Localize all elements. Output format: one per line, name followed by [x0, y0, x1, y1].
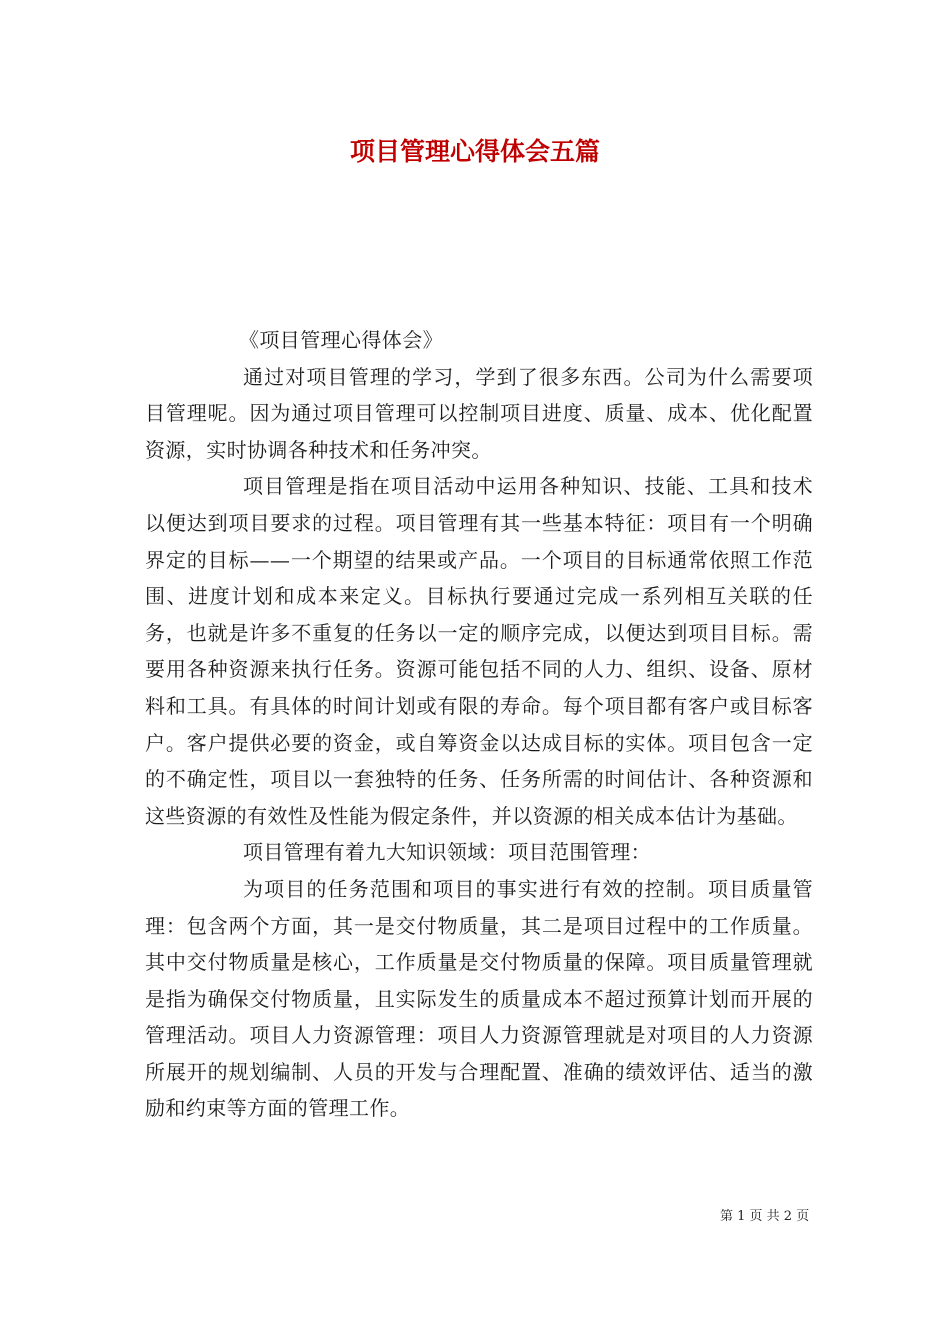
paragraph-4: 为项目的任务范围和项目的事实进行有效的控制。项目质量管理：包含两个方面，其一是交付物质量，其二是项目过程中的工作质量。其中交付物质量是核心，工作质量是交付物质量的保障。项目质量管理就是指为确保交付物质量，且实际发生的质量成本不超过预算计划而开展的管理活动。项目人力资源管理：项目人力资源管理就是对项目的人力资源所展开的规划编制、人员的开发与合理配置、准确的绩效评估、适当的激励和约束等方面的管理工作。	[145, 876, 813, 1121]
document-title: 项目管理心得体会五篇	[349, 137, 600, 166]
paragraph-2: 项目管理是指在项目活动中运用各种知识、技能、工具和技术以便达到项目要求的过程。项目管理有其一些基本特征：项目有一个明确界定的目标——一个期望的结果或产品。一个项目的目标通常依照工作范围、进度计划和成本来定义。目标执行要通过完成一系列相互关联的任务，也就是许多不重复的任务以一定的顺序完成，以便达到项目目标。需要用各种资源来执行任务。资源可能包括不同的人力、组织、设备、原材料和工具。有具体的时间计划或有限的寿命。每个项目都有客户或目标客户。客户提供必要的资金，或自筹资金以达成目标的实体。项目包含一定的不确定性，项目以一套独特的任务、任务所需的时间估计、各种资源和这些资源的有效性及性能为假定条件，并以资源的相关成本估计为基础。	[145, 474, 813, 828]
page-number: 第 1 页 共 2 页	[720, 1209, 810, 1224]
document-body	[145, 322, 813, 1127]
paragraph-1: 通过对项目管理的学习，学到了很多东西。公司为什么需要项目管理呢。因为通过项目管理可以控制项目进度、质量、成本、优化配置资源，实时协调各种技术和任务冲突。	[145, 364, 813, 462]
section-title: 《项目管理心得体会》	[239, 328, 443, 352]
paragraph-3: 项目管理有着九大知识领域：项目范围管理：	[243, 840, 651, 865]
